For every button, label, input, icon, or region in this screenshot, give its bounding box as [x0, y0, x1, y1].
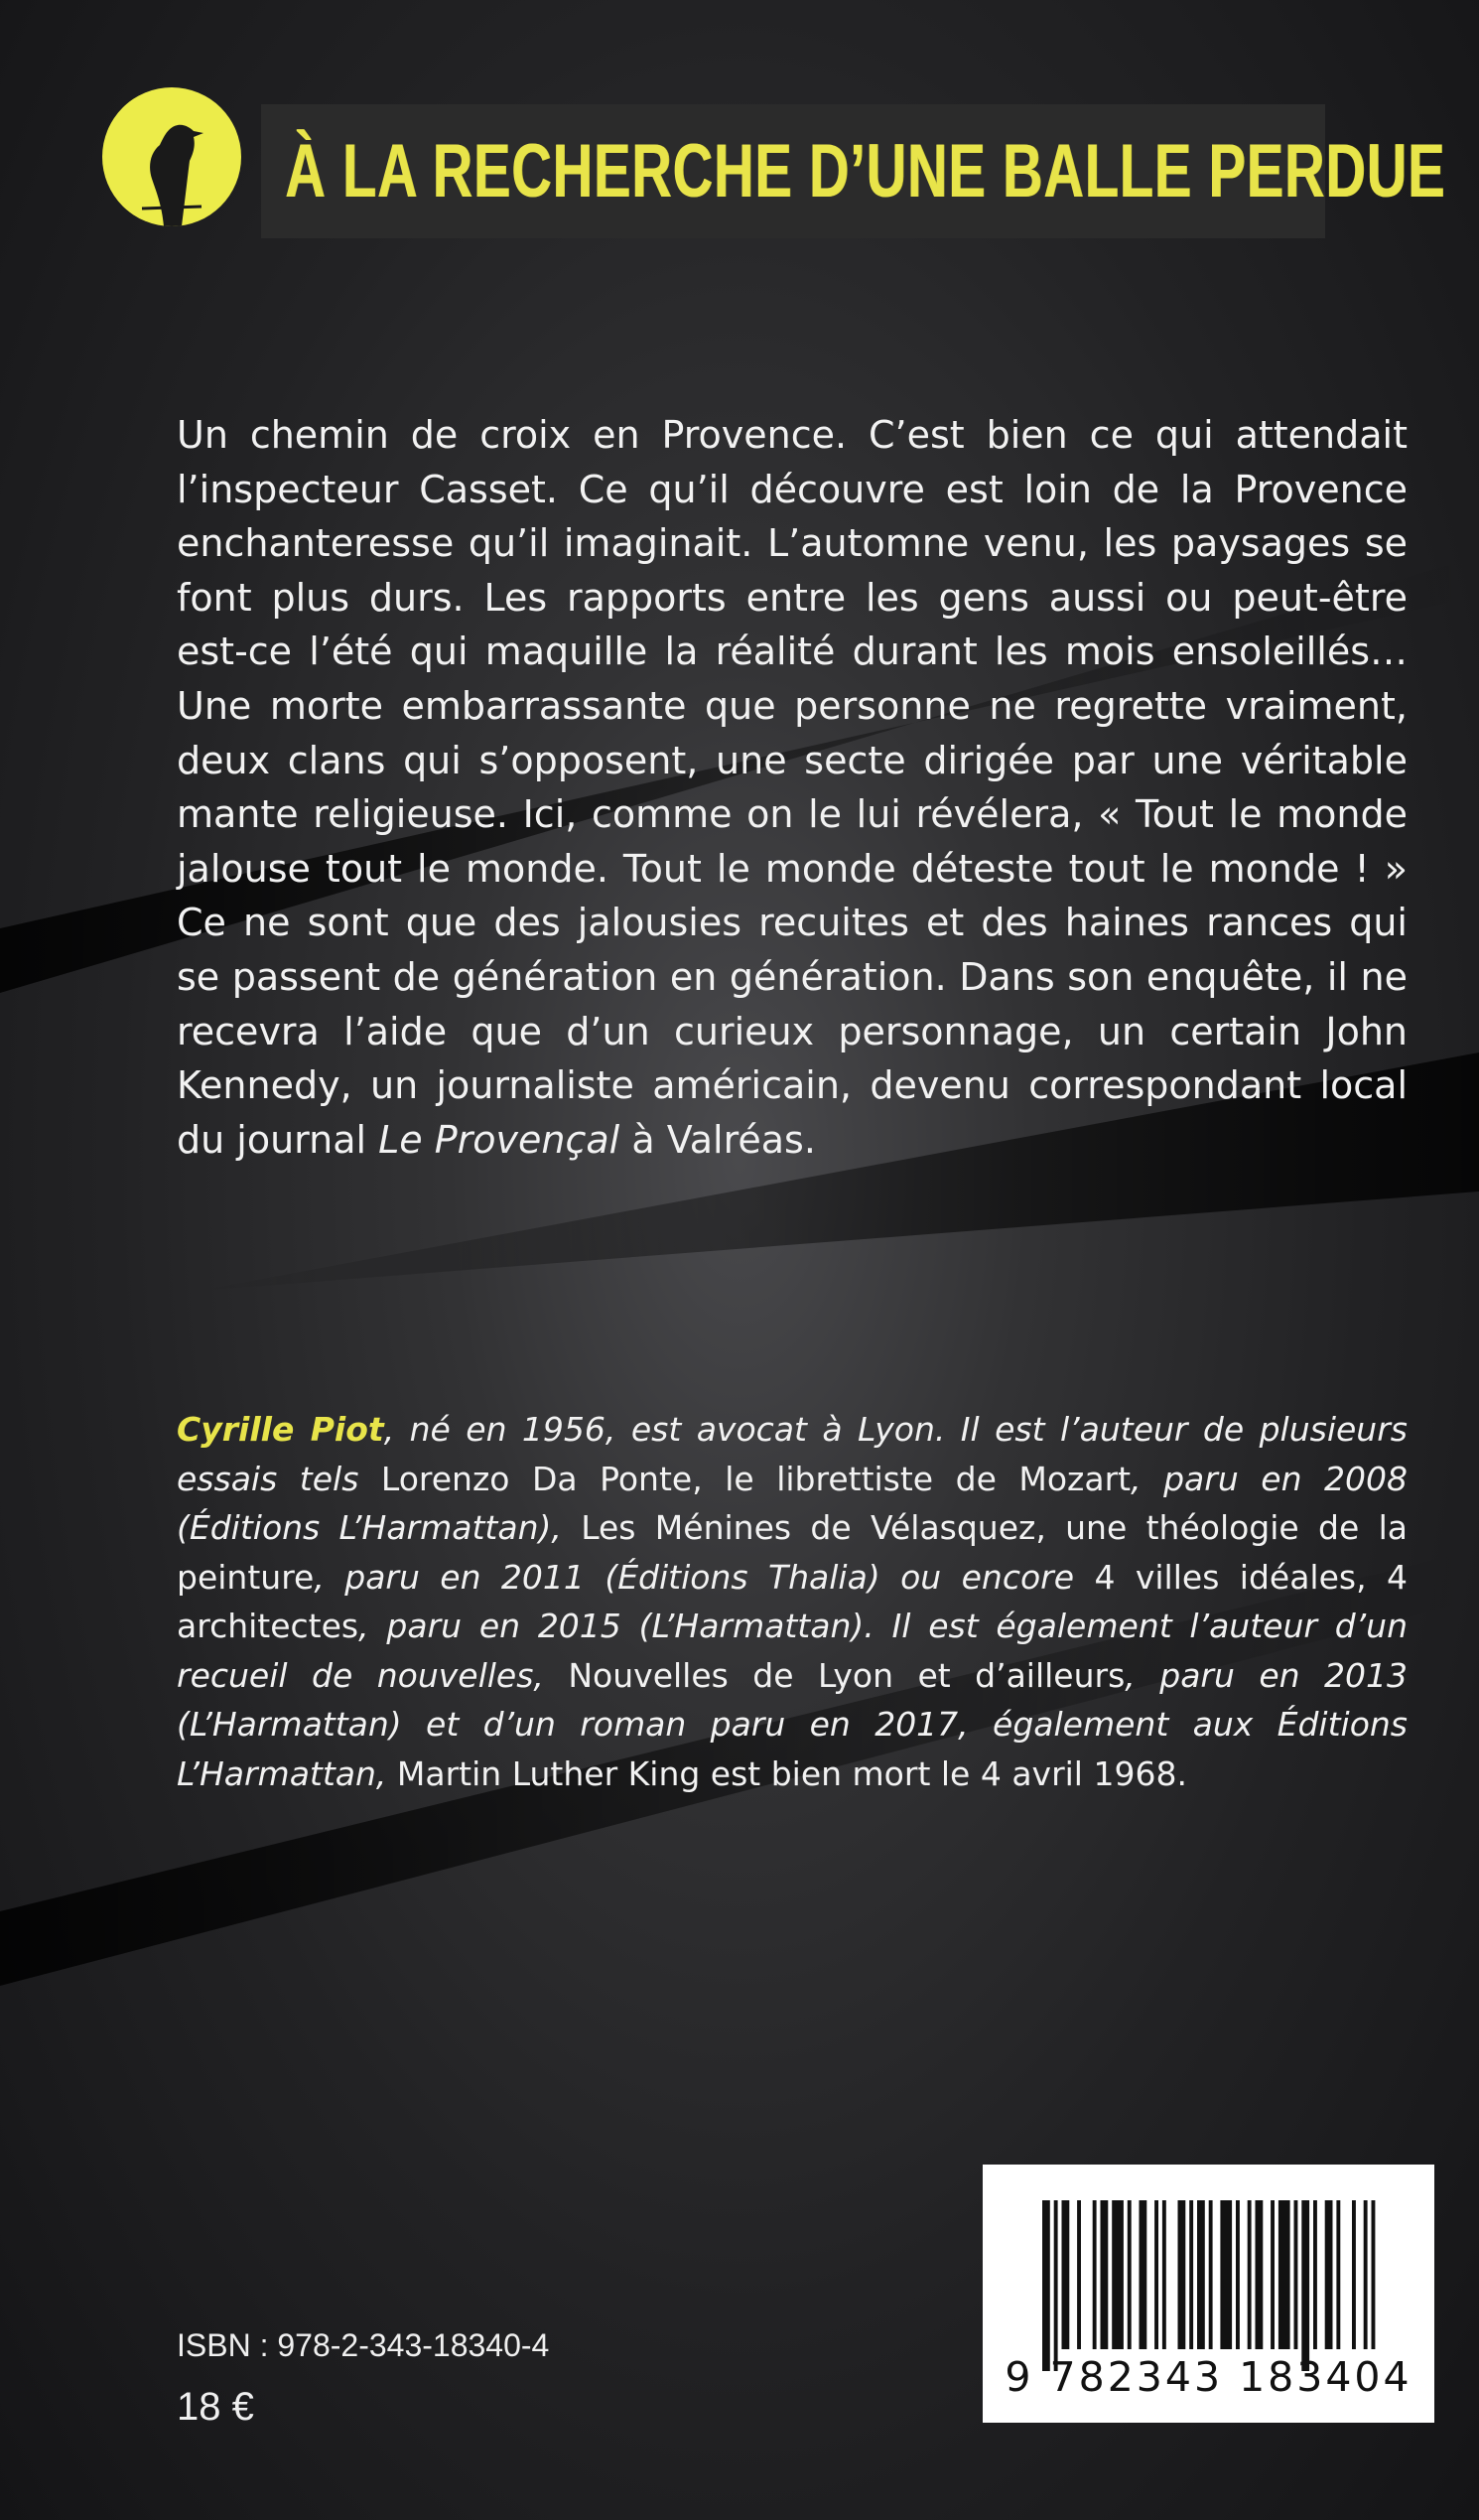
barcode-bar [1271, 2200, 1275, 2349]
barcode-bar [1162, 2200, 1166, 2349]
synopsis-text: Un chemin de croix en Provence. C’est bien ce qui attendait l’inspecteur Casset. Ce qu’il découvre est loin de la Provence enchanteresse qu’il imaginait. L’automne venu, les paysages se font plus durs. Les rapports entre les gens aussi ou peut-être est-ce l’été qui maquille la réalité durant les mois ensoleillés… Une morte embarrassante que personne ne regrette vraiment, deux clans qui s’opposent, une secte dirigée par une véritable mante religieuse. Ici, comme on le lui révélera, « Tout le monde jalouse tout le monde. Tout le monde déteste tout le monde ! » Ce ne sont que des jalousies recuites et des haines rances qui se passent de génération en génération. Dans son enquête, il ne recevra l’aide que d’un curieux personnage, un certain John Kennedy, un journaliste américain, devenu correspondant local du journal [177, 413, 1408, 1162]
work-title-5: Martin Luther King est bien mort le 4 avril 1968 [396, 1753, 1177, 1793]
synopsis [177, 408, 1408, 1167]
barcode [983, 2165, 1434, 2423]
isbn: ISBN : 978-2-343-18340-4 [177, 2327, 550, 2363]
author-name: Cyrille Piot [177, 1410, 384, 1449]
bio-text-6: . [1176, 1753, 1187, 1793]
newspaper-title: Le Provençal [378, 1117, 620, 1162]
barcode-digits: 9 782343 183404 [1005, 2353, 1412, 2401]
barcode-bar [1042, 2200, 1050, 2371]
barcode-bar [1294, 2200, 1298, 2349]
bio-text-4: , paru en 2015 (L’Harmattan). Il est également l’auteur d’un recueil de nouvelles, [177, 1607, 1408, 1695]
barcode-bar [1093, 2200, 1097, 2349]
price: 18 € [177, 2385, 254, 2429]
barcode-bar [1140, 2200, 1147, 2349]
barcode-bar [1313, 2200, 1317, 2349]
barcode-bar [1209, 2200, 1213, 2349]
barcode-bar [1325, 2200, 1333, 2349]
barcode-bar [1178, 2200, 1186, 2349]
barcode-bar [1112, 2200, 1124, 2349]
synopsis-end: à Valréas. [619, 1117, 816, 1162]
bio-text-5: , paru en 2013 (L’Harmattan) et d’un roman paru en 2017, également aux Éditions L’Harmattan, [177, 1655, 1409, 1793]
bio-text-3: , paru en 2011 (Éditions Thalia) ou encore [314, 1557, 1095, 1597]
work-title-4: Nouvelles de Lyon et d’ailleurs [568, 1655, 1126, 1695]
work-title-1: Lorenzo Da Ponte, le librettiste de Mozart [380, 1459, 1132, 1498]
barcode-bar [1062, 2200, 1070, 2349]
barcode-bar [1128, 2200, 1132, 2349]
bird-silhouette-icon [102, 87, 241, 226]
bio-text-1: , né en 1956, est avocat à Lyon. Il est l’auteur de plusieurs essais tels [177, 1410, 1408, 1498]
barcode-bar [1352, 2200, 1356, 2349]
barcode-bar [1236, 2200, 1240, 2349]
barcode-bar [1278, 2200, 1290, 2349]
barcode-bar [1077, 2200, 1081, 2349]
barcode-bar [1336, 2200, 1340, 2349]
work-title-3: 4 villes idéales, 4 architectes [177, 1557, 1408, 1645]
barcode-bar [1301, 2200, 1309, 2371]
barcode-bar [1101, 2200, 1109, 2349]
barcode-bar [1154, 2200, 1158, 2349]
barcode-bar [1248, 2200, 1252, 2349]
barcode-bar [1364, 2200, 1368, 2349]
barcode-bar [1054, 2200, 1058, 2371]
barcode-bar [1256, 2200, 1264, 2349]
author-bio [177, 1405, 1408, 1798]
barcode-bar [1197, 2200, 1205, 2349]
barcode-bar [1189, 2200, 1193, 2349]
bio-text-2: , paru en 2008 (Éditions L’Harmattan), [177, 1459, 1408, 1547]
title-banner [261, 104, 1446, 238]
book-title: À LA RECHERCHE D’UNE BALLE PERDUE [285, 129, 1446, 213]
work-title-2: Les Ménines de Vélasquez, une théologie de la peinture [177, 1508, 1408, 1597]
barcode-bar [1372, 2200, 1376, 2349]
barcode-bar [1220, 2200, 1232, 2349]
